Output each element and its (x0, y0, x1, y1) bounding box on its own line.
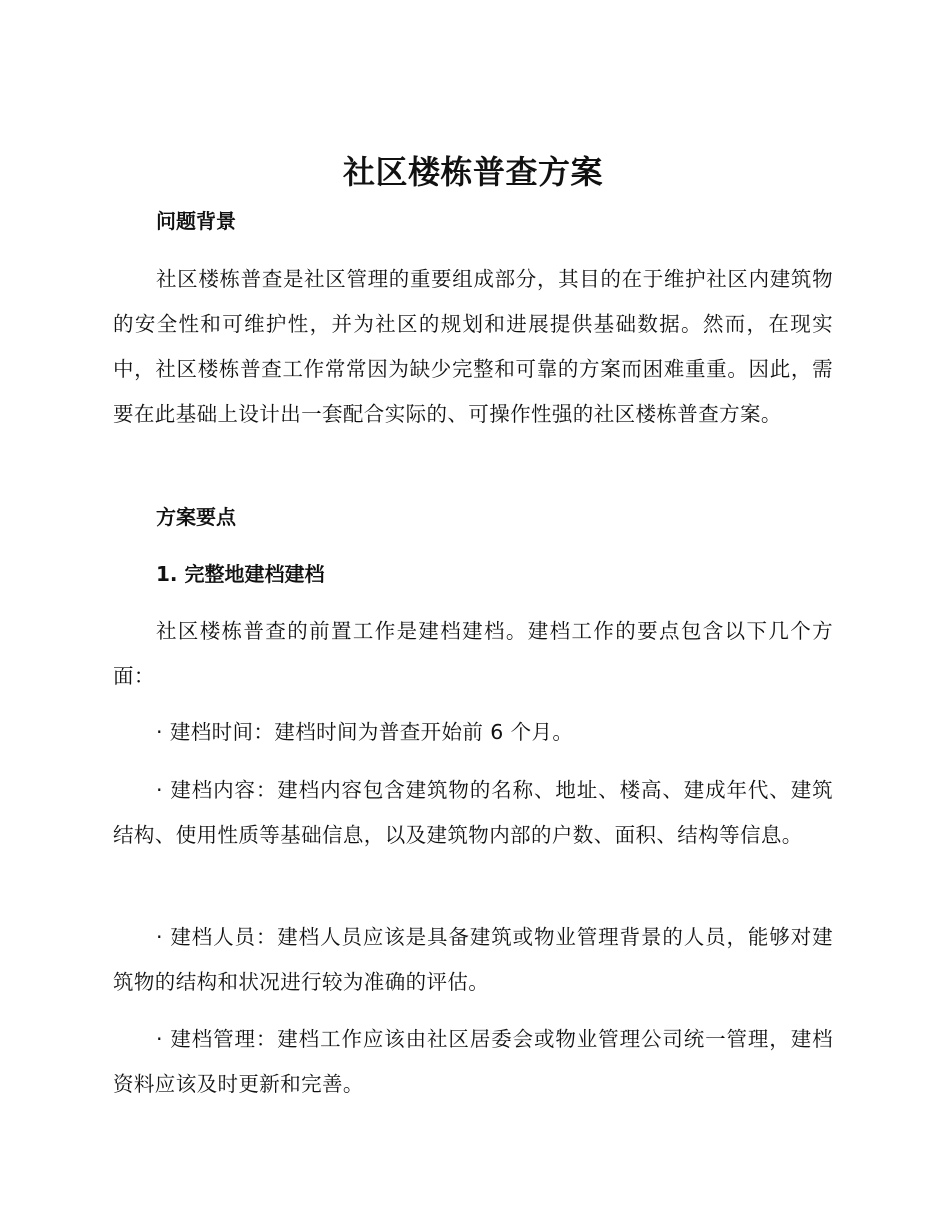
section-heading-background: 问题背景 (156, 209, 236, 233)
section-heading-plan: 方案要点 (156, 505, 236, 529)
bullet-archiving-personnel: · 建档人员：建档人员应该是具备建筑或物业管理背景的人员，能够对建筑物的结构和状况进行较为准确的评估。 (113, 925, 833, 994)
item-heading-archiving: 1. 完整地建档建档 (156, 562, 325, 586)
bullet-archiving-management: · 建档管理：建档工作应该由社区居委会或物业管理公司统一管理，建档资料应该及时更新和完善。 (113, 1027, 833, 1096)
bullet-archiving-content: · 建档内容：建档内容包含建筑物的名称、地址、楼高、建成年代、建筑结构、使用性质等基础信息，以及建筑物内部的户数、面积、结构等信息。 (113, 778, 833, 847)
background-paragraph: 社区楼栋普查是社区管理的重要组成部分，其目的在于维护社区内建筑物的安全性和可维护性，并为社区的规划和进展提供基础数据。然而，在现实中，社区楼栋普查工作常常因为缺少完整和可靠的方案而困难重重。因此，需要在此基础上设计出一套配合实际的、可操作性强的社区楼栋普查方案。 (113, 267, 833, 426)
bullet-archiving-time: · 建档时间：建档时间为普查开始前 6 个月。 (156, 720, 574, 744)
archiving-intro-paragraph: 社区楼栋普查的前置工作是建档建档。建档工作的要点包含以下几个方面： (113, 619, 833, 688)
document-title: 社区楼栋普查方案 (342, 153, 603, 191)
